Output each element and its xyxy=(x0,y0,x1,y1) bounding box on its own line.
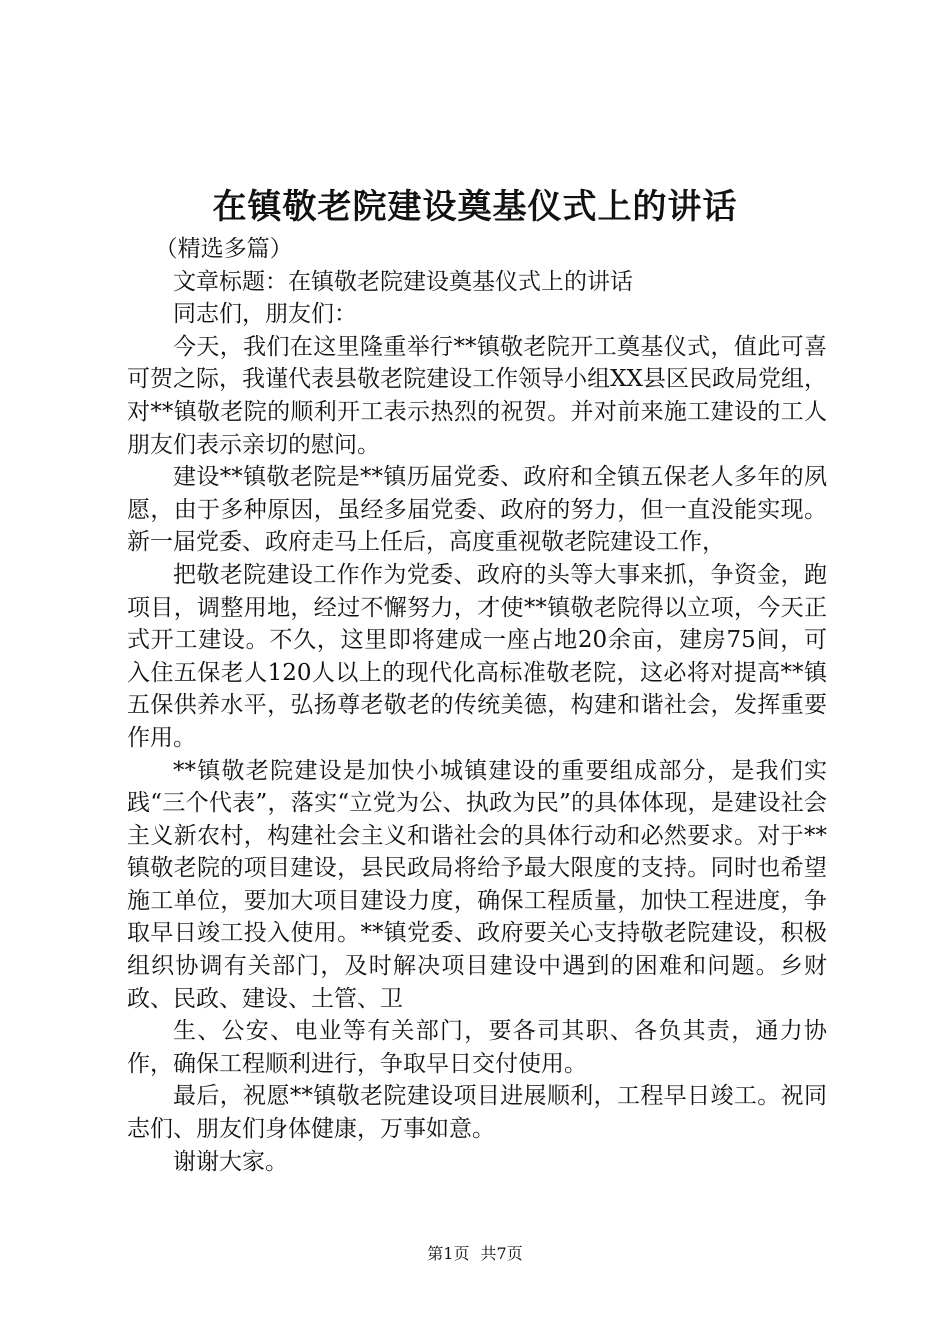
article-title-line: 文章标题：在镇敬老院建设奠基仪式上的讲话 xyxy=(173,268,633,295)
salutation: 同志们，朋友们： xyxy=(173,301,357,328)
document-title: 在镇敬老院建设奠基仪式上的讲话 xyxy=(212,187,738,227)
paragraph-4: **镇敬老院建设是加快小城镇建设的重要组成部分，是我们实践“三个代表”，落实“立党为公、执政为民”的具体体现，是建设社会主义新农村，构建社会主义和谐社会的具体行动和必然要求。对于**镇敬老院的项目建设，县民政局将给予最大限度的支持。同时也希望施工单位，要加大项目建设力度，确保工程质量，加快工程进度，争取早日竣工投入使用。**镇党委、政府要关心支持敬老院建设，积极组织协调有关部门，及时解决项目建设中遇到的困难和问题。乡财政、民政、建设、土管、卫 xyxy=(127,757,827,1012)
paragraph-5: 生、公安、电业等有关部门，要各司其职、各负其责，通力协作，确保工程顺利进行，争取早日交付使用。 xyxy=(127,1018,827,1077)
paragraph-1: 今天，我们在这里隆重举行**镇敬老院开工奠基仪式，值此可喜可贺之际，我谨代表县敬老院建设工作领导小组XX县区民政局党组，对**镇敬老院的顺利开工表示热烈的祝贺。并对前来施工建设的工人朋友们表示亲切的慰问。 xyxy=(127,333,827,458)
page-indicator: 第1页 共7页 xyxy=(427,1244,523,1263)
document-subtitle: （精选多篇） xyxy=(154,236,293,262)
paragraph-2: 建设**镇敬老院是**镇历届党委、政府和全镇五保老人多年的夙愿，由于多种原因，虽经多届党委、政府的努力，但一直没能实现。新一届党委、政府走马上任后，高度重视敬老院建设工作， xyxy=(127,464,827,556)
paragraph-7: 谢谢大家。 xyxy=(173,1148,288,1175)
paragraph-6: 最后，祝愿**镇敬老院建设项目进展顺利，工程早日竣工。祝同志们、朋友们身体健康，万事如意。 xyxy=(127,1083,827,1143)
document-body xyxy=(127,233,827,1178)
paragraph-3: 把敬老院建设工作作为党委、政府的头等大事来抓，争资金，跑项目，调整用地，经过不懈努力，才使**镇敬老院得以立项，今天正式开工建设。不久，这里即将建成一座占地20余亩，建房75间，可入住五保老人120人以上的现代化高标准敬老院，这必将对提高**镇五保供养水平，弘扬尊老敬老的传统美德，构建和谐社会，发挥重要作用。 xyxy=(127,561,827,751)
